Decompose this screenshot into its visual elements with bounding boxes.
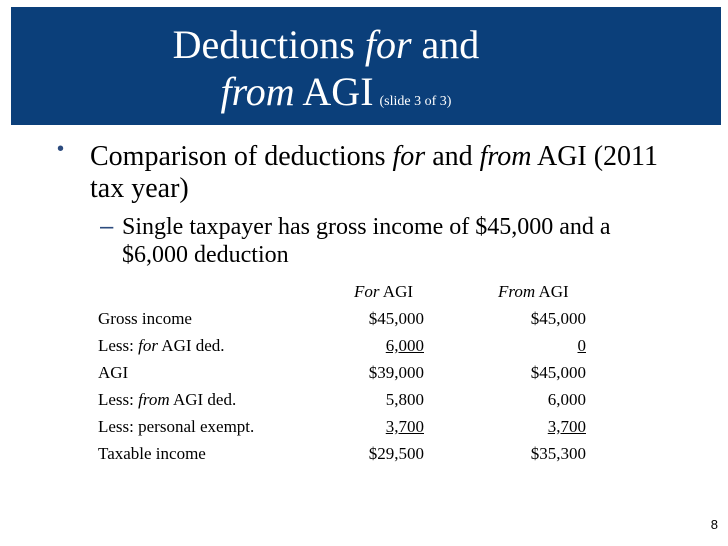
bullet-part-3: AGI (2011 tax year) [90,141,659,204]
title-text-from: from [220,69,295,114]
slide-title-line-1 [11,23,721,67]
row-label-text: Taxable income [98,444,206,463]
bullet-italic-from: from [479,141,532,172]
bullet-italic-for: for [392,141,426,172]
from-agi-value: $45,000 [530,309,586,328]
for-agi-value: 5,800 [385,390,424,409]
for-agi-value: 3,700 [385,417,424,436]
title-text-and: and [411,22,480,67]
header-for-rest: AGI [379,282,414,301]
bullet-part-1: Comparison of deductions [90,141,393,172]
row-label [98,362,338,383]
title-text-for: for [364,22,412,67]
bullet-part-2: and [425,141,480,172]
row-label [98,335,338,356]
row-label-text: Less: personal exempt. [98,417,255,436]
row-label-text: Less: [98,390,139,409]
for-agi-value: $39,000 [368,363,424,382]
row-label [98,416,338,437]
title-bar [11,7,721,125]
header-from-agi [498,281,588,302]
header-from-rest: AGI [535,282,569,301]
sub-bullet-text: Single taxpayer has gross income of $45,000 and a $6,000 deduction [122,214,611,268]
for-agi-value: $29,500 [368,444,424,463]
row-label-rest: AGI ded. [169,390,237,409]
row-label-text: Gross income [98,309,192,328]
header-from-italic: From [498,282,536,301]
dash-icon: – [100,213,114,240]
from-agi-value: 0 [577,336,586,355]
bullet-text [90,141,690,205]
title-text-agi: AGI [294,69,374,114]
from-agi-value: 3,700 [547,417,586,436]
title-text-deductions: Deductions [172,22,365,67]
from-agi-value: $35,300 [530,444,586,463]
row-label [98,308,338,329]
page-number: 8 [710,517,718,532]
from-agi-value: $45,000 [530,363,586,382]
from-agi-value: 6,000 [547,390,586,409]
row-label [98,389,338,410]
row-label-text: AGI [98,363,129,382]
for-agi-value: 6,000 [385,336,424,355]
row-label [98,443,338,464]
row-label-rest: AGI ded. [157,336,225,355]
for-agi-value: $45,000 [368,309,424,328]
row-label-italic: for [138,336,158,355]
row-label-text: Less: [98,336,139,355]
slide-counter: (slide 3 of 3) [379,94,452,109]
header-for-agi [354,281,434,302]
row-label-italic: from [138,390,170,409]
bullet-icon: • [57,138,65,160]
slide-title-line-2 [11,70,721,124]
header-for-italic: For [354,282,380,301]
